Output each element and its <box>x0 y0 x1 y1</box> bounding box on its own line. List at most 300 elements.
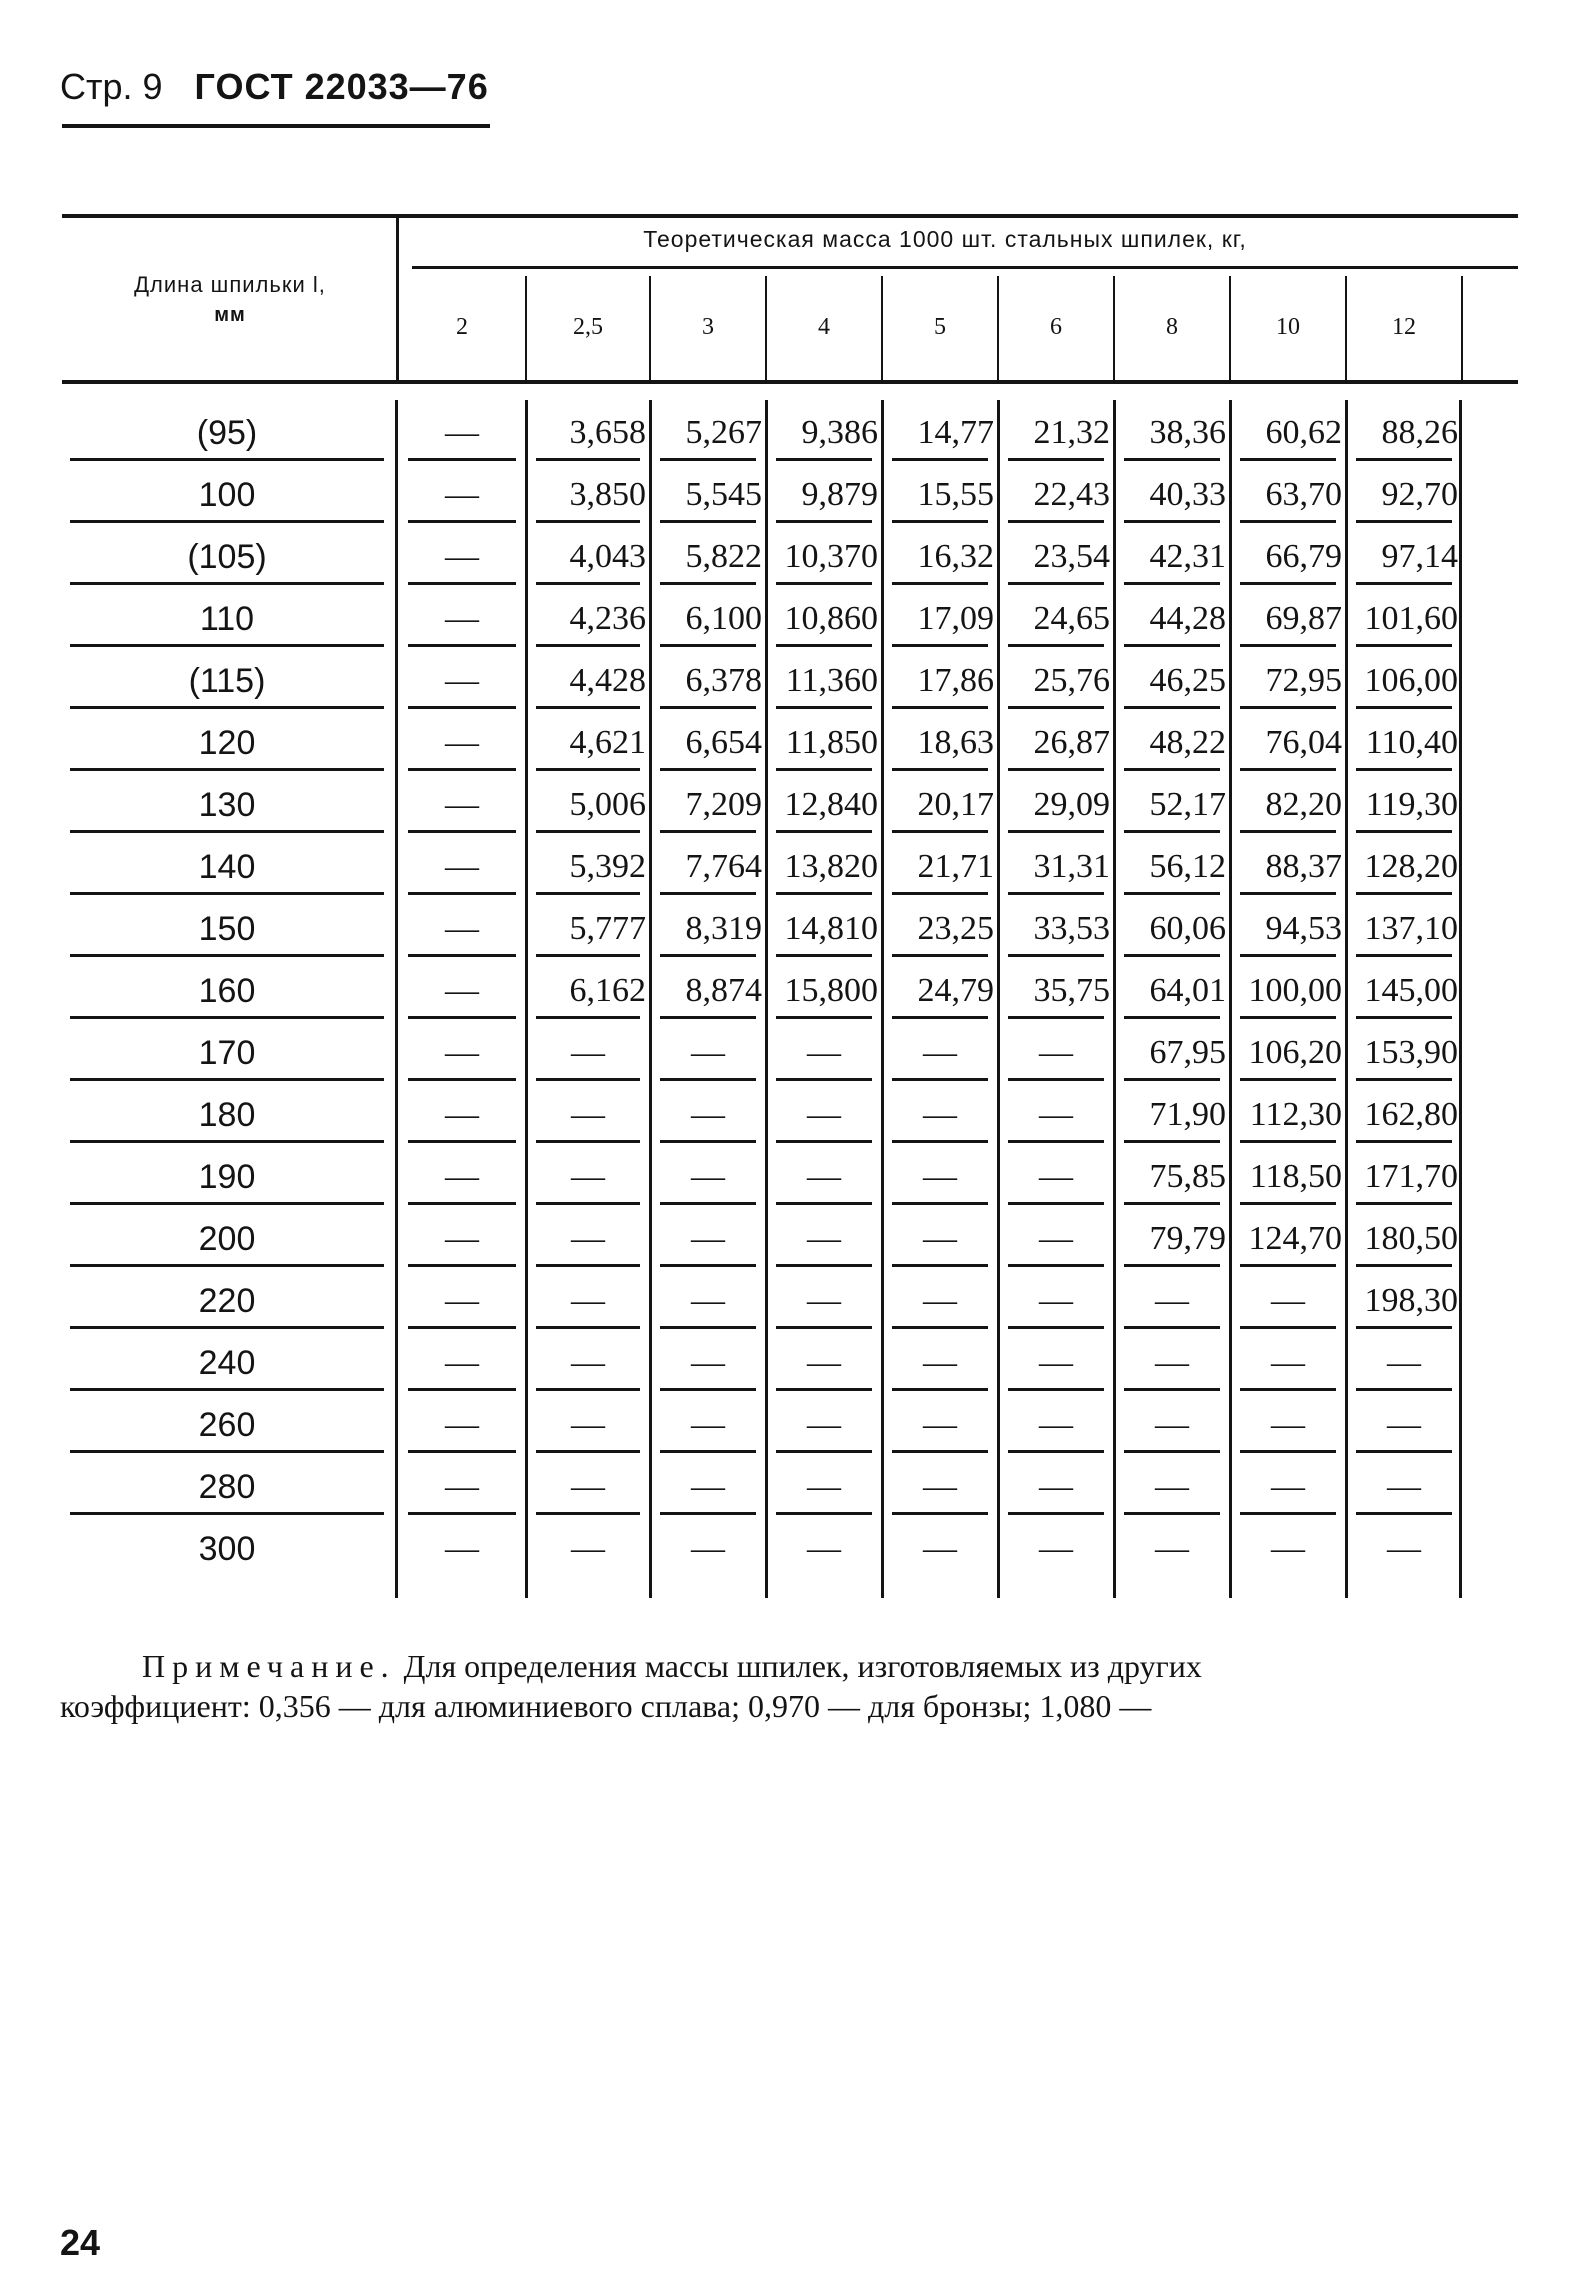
mass-cell: 14,77 <box>917 414 994 451</box>
cell-underline <box>1356 1326 1452 1329</box>
cell-underline <box>536 892 640 895</box>
cell-underline <box>660 1016 756 1019</box>
mass-cell: — <box>571 1530 605 1567</box>
cell-underline <box>776 1140 872 1143</box>
mass-cell: 38,36 <box>1149 414 1226 451</box>
cell-underline <box>660 1388 756 1391</box>
mass-cell: 40,33 <box>1149 476 1226 513</box>
mass-cell: 110,40 <box>1365 724 1458 761</box>
cell-underline <box>536 1016 640 1019</box>
mass-cell: 3,850 <box>569 476 646 513</box>
cell-underline <box>660 1264 756 1267</box>
cell-underline <box>776 954 872 957</box>
mass-cell: 5,777 <box>569 910 646 947</box>
cell-underline <box>1240 1016 1336 1019</box>
cell-underline <box>660 830 756 833</box>
page-label: Стр. 9 <box>60 66 163 107</box>
cell-underline <box>1124 520 1220 523</box>
cell-underline <box>536 706 640 709</box>
mass-cell: — <box>1039 1530 1073 1567</box>
mass-cell: — <box>1039 1034 1073 1071</box>
length-row-rule <box>70 768 384 771</box>
mass-cell: 112,30 <box>1249 1096 1342 1133</box>
cell-underline <box>408 582 516 585</box>
length-cell: (115) <box>188 662 266 700</box>
cell-underline <box>892 1078 988 1081</box>
cell-underline <box>1124 1388 1220 1391</box>
mass-cell: 106,00 <box>1364 662 1458 699</box>
mass-cell: — <box>445 724 479 761</box>
mass-cell: 4,236 <box>569 600 646 637</box>
length-row-rule <box>70 1202 384 1205</box>
cell-underline <box>408 1202 516 1205</box>
mass-cell: — <box>807 1158 841 1195</box>
mass-cell: 56,12 <box>1149 848 1226 885</box>
cell-underline <box>1356 954 1452 957</box>
cell-underline <box>892 582 988 585</box>
mass-cell: — <box>807 1282 841 1319</box>
mass-cell: — <box>807 1468 841 1505</box>
cell-underline <box>1240 954 1336 957</box>
mass-cell: — <box>1271 1344 1305 1381</box>
length-row-rule <box>70 520 384 523</box>
cell-underline <box>408 520 516 523</box>
mass-cell: 88,37 <box>1265 848 1342 885</box>
cell-underline <box>776 1264 872 1267</box>
length-cell: 160 <box>198 972 256 1010</box>
mass-cell: 118,50 <box>1249 1158 1342 1195</box>
cell-underline <box>1356 1202 1452 1205</box>
mass-cell: — <box>1155 1282 1189 1319</box>
cell-underline <box>1356 520 1452 523</box>
mass-cell: — <box>445 662 479 699</box>
length-cell: 190 <box>198 1158 256 1196</box>
mass-cell: 25,76 <box>1033 662 1110 699</box>
cell-underline <box>1240 644 1336 647</box>
cell-underline <box>1240 768 1336 771</box>
length-cell: 180 <box>198 1096 256 1134</box>
mass-cell: — <box>1387 1530 1421 1567</box>
mass-cell: 9,386 <box>801 414 878 451</box>
cell-underline <box>536 1078 640 1081</box>
cell-underline <box>660 520 756 523</box>
mass-cell: — <box>445 414 479 451</box>
mass-cell: 4,428 <box>569 662 646 699</box>
cell-underline <box>892 768 988 771</box>
cell-underline <box>1356 706 1452 709</box>
cell-underline <box>408 644 516 647</box>
header-column-divider <box>997 276 999 380</box>
mass-cell: 17,86 <box>917 662 994 699</box>
cell-underline <box>1240 1264 1336 1267</box>
cell-underline <box>408 458 516 461</box>
cell-underline <box>660 1512 756 1515</box>
mass-cell: — <box>1271 1406 1305 1443</box>
mass-cell: 11,850 <box>785 724 878 761</box>
mass-cell: 15,55 <box>917 476 994 513</box>
note-line2: коэффициент: 0,356 — для алюминиевого сплава; 0,970 — для бронзы; 1,080 — <box>60 1688 1152 1724</box>
length-cell: 110 <box>199 600 255 638</box>
mass-cell: 128,20 <box>1364 848 1458 885</box>
cell-underline <box>1124 706 1220 709</box>
mass-cell: — <box>571 1158 605 1195</box>
mass-cell: — <box>445 1406 479 1443</box>
cell-underline <box>1008 1326 1104 1329</box>
mass-cell: 14,810 <box>784 910 878 947</box>
cell-underline <box>1240 892 1336 895</box>
mass-cell: 42,31 <box>1149 538 1226 575</box>
length-column-header <box>66 270 394 330</box>
cell-underline <box>536 582 640 585</box>
cell-underline <box>1240 1326 1336 1329</box>
mass-cell: — <box>1271 1282 1305 1319</box>
length-row-rule <box>70 892 384 895</box>
mass-cell: 6,654 <box>685 724 762 761</box>
length-cell: 300 <box>198 1530 256 1568</box>
cell-underline <box>776 582 872 585</box>
cell-underline <box>1356 1512 1452 1515</box>
cell-underline <box>1124 1264 1220 1267</box>
mass-cell: 3,658 <box>569 414 646 451</box>
mass-cell: 137,10 <box>1364 910 1458 947</box>
cell-underline <box>660 768 756 771</box>
diameter-header: 10 <box>1276 314 1300 340</box>
cell-underline <box>776 520 872 523</box>
mass-cell: — <box>691 1282 725 1319</box>
mass-cell: 101,60 <box>1364 600 1458 637</box>
cell-underline <box>1356 1450 1452 1453</box>
note <box>60 1646 1460 1726</box>
mass-cell: — <box>923 1468 957 1505</box>
mass-cell: — <box>445 1344 479 1381</box>
mass-cell: — <box>445 1530 479 1567</box>
cell-underline <box>776 1016 872 1019</box>
mass-cell: 69,87 <box>1265 600 1342 637</box>
mass-cell: — <box>445 1158 479 1195</box>
cell-underline <box>892 954 988 957</box>
cell-underline <box>1356 458 1452 461</box>
length-row-rule <box>70 1264 384 1267</box>
mass-cell: 5,545 <box>685 476 762 513</box>
mass-cell: 24,79 <box>917 972 994 1009</box>
cell-underline <box>892 1202 988 1205</box>
cell-underline <box>408 1388 516 1391</box>
mass-cell: — <box>1039 1096 1073 1133</box>
cell-underline <box>1008 1388 1104 1391</box>
mass-cell: — <box>1387 1468 1421 1505</box>
note-label: Примечание. <box>142 1648 396 1684</box>
mass-cell: — <box>1039 1468 1073 1505</box>
mass-cell: — <box>445 1468 479 1505</box>
cell-underline <box>1008 458 1104 461</box>
mass-cell: 24,65 <box>1033 600 1110 637</box>
cell-underline <box>1124 1202 1220 1205</box>
cell-underline <box>536 1326 640 1329</box>
cell-underline <box>1008 706 1104 709</box>
mass-cell: 72,95 <box>1265 662 1342 699</box>
cell-underline <box>1356 1016 1452 1019</box>
cell-underline <box>1124 1450 1220 1453</box>
cell-underline <box>408 1078 516 1081</box>
length-header-text: Длина шпильки l, <box>134 272 326 297</box>
mass-cell: 124,70 <box>1248 1220 1342 1257</box>
length-cell: 120 <box>198 724 256 762</box>
mass-cell: 171,70 <box>1364 1158 1458 1195</box>
cell-underline <box>1240 1450 1336 1453</box>
standard-number: ГОСТ 22033—76 <box>194 66 489 107</box>
cell-underline <box>536 1388 640 1391</box>
mass-cell: 60,62 <box>1265 414 1342 451</box>
length-row-rule <box>70 1450 384 1453</box>
cell-underline <box>1008 1264 1104 1267</box>
mass-cell: 52,17 <box>1149 786 1226 823</box>
mass-cell: — <box>571 1096 605 1133</box>
mass-cell: — <box>1039 1158 1073 1195</box>
header-column-divider <box>1229 276 1231 380</box>
mass-cell: 33,53 <box>1033 910 1110 947</box>
cell-underline <box>1008 1202 1104 1205</box>
mass-cell: 119,30 <box>1365 786 1458 823</box>
cell-underline <box>1124 1140 1220 1143</box>
mass-cell: 6,100 <box>685 600 762 637</box>
cell-underline <box>1240 1202 1336 1205</box>
mass-cell: — <box>571 1468 605 1505</box>
mass-cell: 15,800 <box>784 972 878 1009</box>
mass-cell: — <box>807 1344 841 1381</box>
cell-underline <box>1356 830 1452 833</box>
cell-underline <box>1240 520 1336 523</box>
cell-underline <box>892 892 988 895</box>
length-cell: (105) <box>187 538 267 576</box>
mass-cell: 71,90 <box>1149 1096 1226 1133</box>
cell-underline <box>660 1140 756 1143</box>
mass-cell: 6,378 <box>685 662 762 699</box>
cell-underline <box>536 830 640 833</box>
mass-cell: — <box>923 1034 957 1071</box>
cell-underline <box>408 954 516 957</box>
mass-cell: 9,879 <box>801 476 878 513</box>
cell-underline <box>776 1388 872 1391</box>
cell-underline <box>892 1140 988 1143</box>
mass-cell: 23,25 <box>917 910 994 947</box>
mass-cell: — <box>445 1096 479 1133</box>
mass-cell: 7,209 <box>685 786 762 823</box>
cell-underline <box>892 830 988 833</box>
mass-cell: — <box>571 1034 605 1071</box>
mass-cell: 162,80 <box>1364 1096 1458 1133</box>
length-cell: 130 <box>198 786 256 824</box>
mass-cell: 100,00 <box>1248 972 1342 1009</box>
length-row-rule <box>70 830 384 833</box>
mass-cell: — <box>923 1344 957 1381</box>
cell-underline <box>776 830 872 833</box>
table-top-rule <box>62 214 1518 218</box>
mass-cell: — <box>1155 1530 1189 1567</box>
mass-cell: — <box>1271 1468 1305 1505</box>
mass-cell: — <box>1387 1406 1421 1443</box>
mass-cell: 82,20 <box>1265 786 1342 823</box>
length-row-rule <box>70 1512 384 1515</box>
mass-cell: 21,71 <box>917 848 994 885</box>
cell-underline <box>1240 1388 1336 1391</box>
cell-underline <box>1356 1078 1452 1081</box>
diameter-header: 12 <box>1392 314 1416 340</box>
mass-cell: 75,85 <box>1149 1158 1226 1195</box>
mass-cell: — <box>807 1096 841 1133</box>
mass-cell: 18,63 <box>917 724 994 761</box>
cell-underline <box>1124 582 1220 585</box>
cell-underline <box>1008 520 1104 523</box>
cell-underline <box>892 1264 988 1267</box>
mass-cell: — <box>571 1406 605 1443</box>
cell-underline <box>776 1078 872 1081</box>
mass-cell: 31,31 <box>1033 848 1110 885</box>
cell-underline <box>408 1326 516 1329</box>
cell-underline <box>776 706 872 709</box>
cell-underline <box>536 768 640 771</box>
mass-cell: — <box>923 1096 957 1133</box>
cell-underline <box>1008 892 1104 895</box>
cell-underline <box>408 830 516 833</box>
mass-cell: 6,162 <box>569 972 646 1009</box>
cell-underline <box>892 1016 988 1019</box>
mass-cell: 5,006 <box>569 786 646 823</box>
mass-cell: — <box>923 1220 957 1257</box>
cell-underline <box>1008 768 1104 771</box>
cell-underline <box>1240 458 1336 461</box>
mass-cell: 66,79 <box>1265 538 1342 575</box>
cell-underline <box>776 644 872 647</box>
length-unit: мм <box>214 304 246 326</box>
cell-underline <box>1008 582 1104 585</box>
group-header-rule <box>412 266 1518 269</box>
cell-underline <box>892 1450 988 1453</box>
header-column-divider <box>765 276 767 380</box>
cell-underline <box>1008 644 1104 647</box>
mass-cell: — <box>691 1406 725 1443</box>
length-cell: 260 <box>198 1406 256 1444</box>
cell-underline <box>1240 1512 1336 1515</box>
cell-underline <box>1240 1140 1336 1143</box>
cell-underline <box>660 892 756 895</box>
mass-cell: — <box>1387 1344 1421 1381</box>
mass-cell: — <box>691 1034 725 1071</box>
mass-cell: — <box>445 600 479 637</box>
cell-underline <box>1356 768 1452 771</box>
mass-cell: 94,53 <box>1265 910 1342 947</box>
mass-cell: — <box>445 1220 479 1257</box>
mass-cell: 180,50 <box>1364 1220 1458 1257</box>
cell-underline <box>408 1016 516 1019</box>
mass-cell: 22,43 <box>1033 476 1110 513</box>
mass-cell: — <box>445 972 479 1009</box>
cell-underline <box>1124 1326 1220 1329</box>
cell-underline <box>1008 1078 1104 1081</box>
cell-underline <box>776 892 872 895</box>
cell-underline <box>536 644 640 647</box>
cell-underline <box>1008 954 1104 957</box>
cell-underline <box>1124 1078 1220 1081</box>
cell-underline <box>1240 582 1336 585</box>
cell-underline <box>660 582 756 585</box>
page-header <box>60 66 489 108</box>
mass-cell: 4,621 <box>569 724 646 761</box>
cell-underline <box>1008 1016 1104 1019</box>
cell-underline <box>1124 1016 1220 1019</box>
header-column-divider <box>1461 276 1463 380</box>
length-row-rule <box>70 1326 384 1329</box>
length-cell: 280 <box>198 1468 256 1506</box>
header-column-divider <box>649 276 651 380</box>
mass-cell: — <box>445 538 479 575</box>
cell-underline <box>1356 582 1452 585</box>
cell-underline <box>536 1202 640 1205</box>
mass-cell: 5,267 <box>685 414 762 451</box>
header-column-divider <box>1113 276 1115 380</box>
header-column-divider <box>881 276 883 380</box>
cell-underline <box>1240 706 1336 709</box>
cell-underline <box>1356 1388 1452 1391</box>
cell-underline <box>536 954 640 957</box>
mass-cell: 8,319 <box>685 910 762 947</box>
mass-cell: 12,840 <box>784 786 878 823</box>
mass-cell: 16,32 <box>917 538 994 575</box>
mass-cell: 10,370 <box>784 538 878 575</box>
mass-cell: — <box>1039 1344 1073 1381</box>
cell-underline <box>536 1450 640 1453</box>
mass-cell: — <box>691 1468 725 1505</box>
mass-cell: — <box>923 1158 957 1195</box>
cell-underline <box>776 1450 872 1453</box>
length-row-rule <box>70 706 384 709</box>
mass-cell: — <box>571 1220 605 1257</box>
cell-underline <box>892 644 988 647</box>
cell-underline <box>892 520 988 523</box>
cell-underline <box>660 1078 756 1081</box>
cell-underline <box>408 706 516 709</box>
mass-cell: — <box>691 1530 725 1567</box>
length-row-rule <box>70 458 384 461</box>
cell-underline <box>660 644 756 647</box>
length-row-rule <box>70 1016 384 1019</box>
header-column-divider <box>525 276 527 380</box>
length-cell: 170 <box>198 1034 256 1072</box>
cell-underline <box>1008 830 1104 833</box>
cell-underline <box>660 1450 756 1453</box>
page-number: 24 <box>60 2222 101 2263</box>
mass-cell: 4,043 <box>569 538 646 575</box>
length-row-rule <box>70 954 384 957</box>
mass-cell: — <box>445 848 479 885</box>
cell-underline <box>776 1512 872 1515</box>
cell-underline <box>408 1450 516 1453</box>
cell-underline <box>776 768 872 771</box>
header-bottom-rule <box>62 380 1518 384</box>
mass-cell: 7,764 <box>685 848 762 885</box>
mass-cell: — <box>445 1282 479 1319</box>
cell-underline <box>536 1264 640 1267</box>
mass-cell: — <box>1271 1530 1305 1567</box>
mass-cell: — <box>1155 1406 1189 1443</box>
cell-underline <box>892 706 988 709</box>
cell-underline <box>1124 768 1220 771</box>
mass-cell: 198,30 <box>1364 1282 1458 1319</box>
diameter-header: 6 <box>1050 314 1062 340</box>
mass-cell: 29,09 <box>1033 786 1110 823</box>
length-cell: 240 <box>198 1344 256 1382</box>
mass-cell: 145,00 <box>1364 972 1458 1009</box>
mass-cell: — <box>1155 1468 1189 1505</box>
